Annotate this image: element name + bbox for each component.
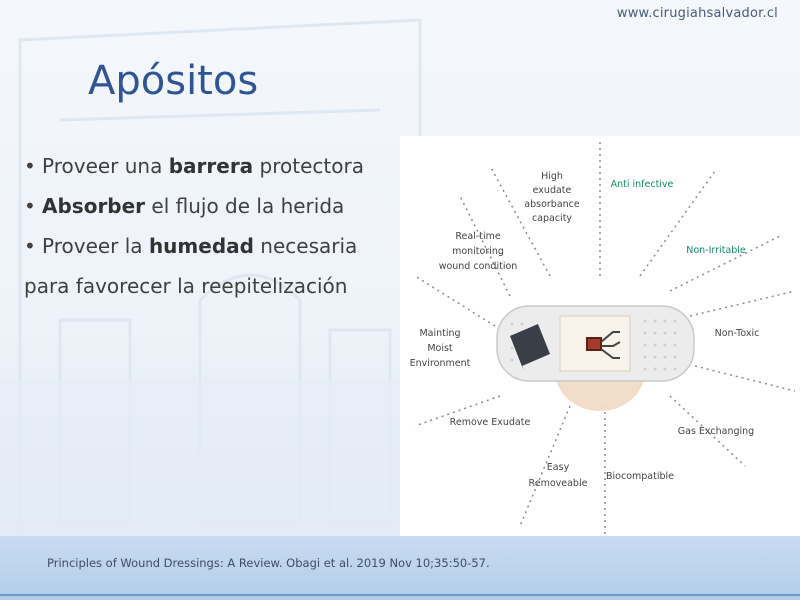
label-high-exudate [524, 171, 580, 224]
bullet-bold: humedad [148, 234, 254, 258]
site-url: www.cirugiahsalvador.cl [616, 6, 778, 21]
bullet-glyph: • [24, 154, 36, 178]
label-biocompatible: Biocompatible [606, 471, 674, 482]
label-anti-infective: Anti infective [610, 179, 674, 190]
label-non-irritable: Non-Irritable [686, 245, 746, 256]
dressing-diagram [400, 136, 800, 536]
bullet-item-humedad [24, 226, 404, 266]
label-easy-removeable [529, 462, 588, 489]
svg-text:Moist: Moist [427, 343, 453, 354]
svg-text:High: High [541, 171, 563, 182]
svg-text:monitoring: monitoring [452, 246, 504, 257]
bullet-glyph: • [24, 234, 36, 258]
citation: Principles of Wound Dressings: A Review. Obagi et al. 2019 Nov 10;35:50-57. [47, 556, 490, 570]
bullet-bold: barrera [168, 154, 254, 178]
svg-text:exudate: exudate [532, 185, 572, 196]
label-gas-exchanging: Gas Exchanging [677, 426, 755, 437]
svg-text:Removeable: Removeable [528, 478, 588, 489]
label-remove-exudate: Remove Exudate [449, 417, 531, 428]
bullet-text: protectora [253, 154, 364, 178]
dressing-properties-figure [400, 136, 800, 536]
label-real-time [439, 231, 518, 272]
label-maintaining [410, 328, 471, 369]
svg-text:Real-time: Real-time [455, 231, 501, 242]
label-non-toxic: Non-Toxic [714, 328, 760, 339]
svg-text:absorbance: absorbance [524, 199, 580, 210]
svg-text:capacity: capacity [531, 213, 573, 224]
bullet-text: Proveer la [42, 234, 149, 258]
bullet-item-barrera [24, 146, 404, 186]
bullet-bold: Absorber [42, 194, 146, 218]
footer-line [0, 594, 800, 596]
svg-text:wound condition: wound condition [438, 261, 518, 272]
svg-text:Easy: Easy [546, 462, 570, 473]
svg-text:Mainting: Mainting [419, 328, 461, 339]
bullet-item-absorber [24, 186, 404, 226]
bullet-list [24, 146, 404, 306]
svg-text:Environment: Environment [409, 358, 471, 369]
bullet-text: el flujo de la herida [145, 194, 345, 218]
bullet-text: necesaria [253, 234, 358, 258]
bullet-glyph: • [24, 194, 36, 218]
bullet-continuation: para favorecer la reepitelización [24, 274, 348, 298]
slide-title: Apósitos [88, 58, 259, 104]
bullet-text: Proveer una [42, 154, 169, 178]
